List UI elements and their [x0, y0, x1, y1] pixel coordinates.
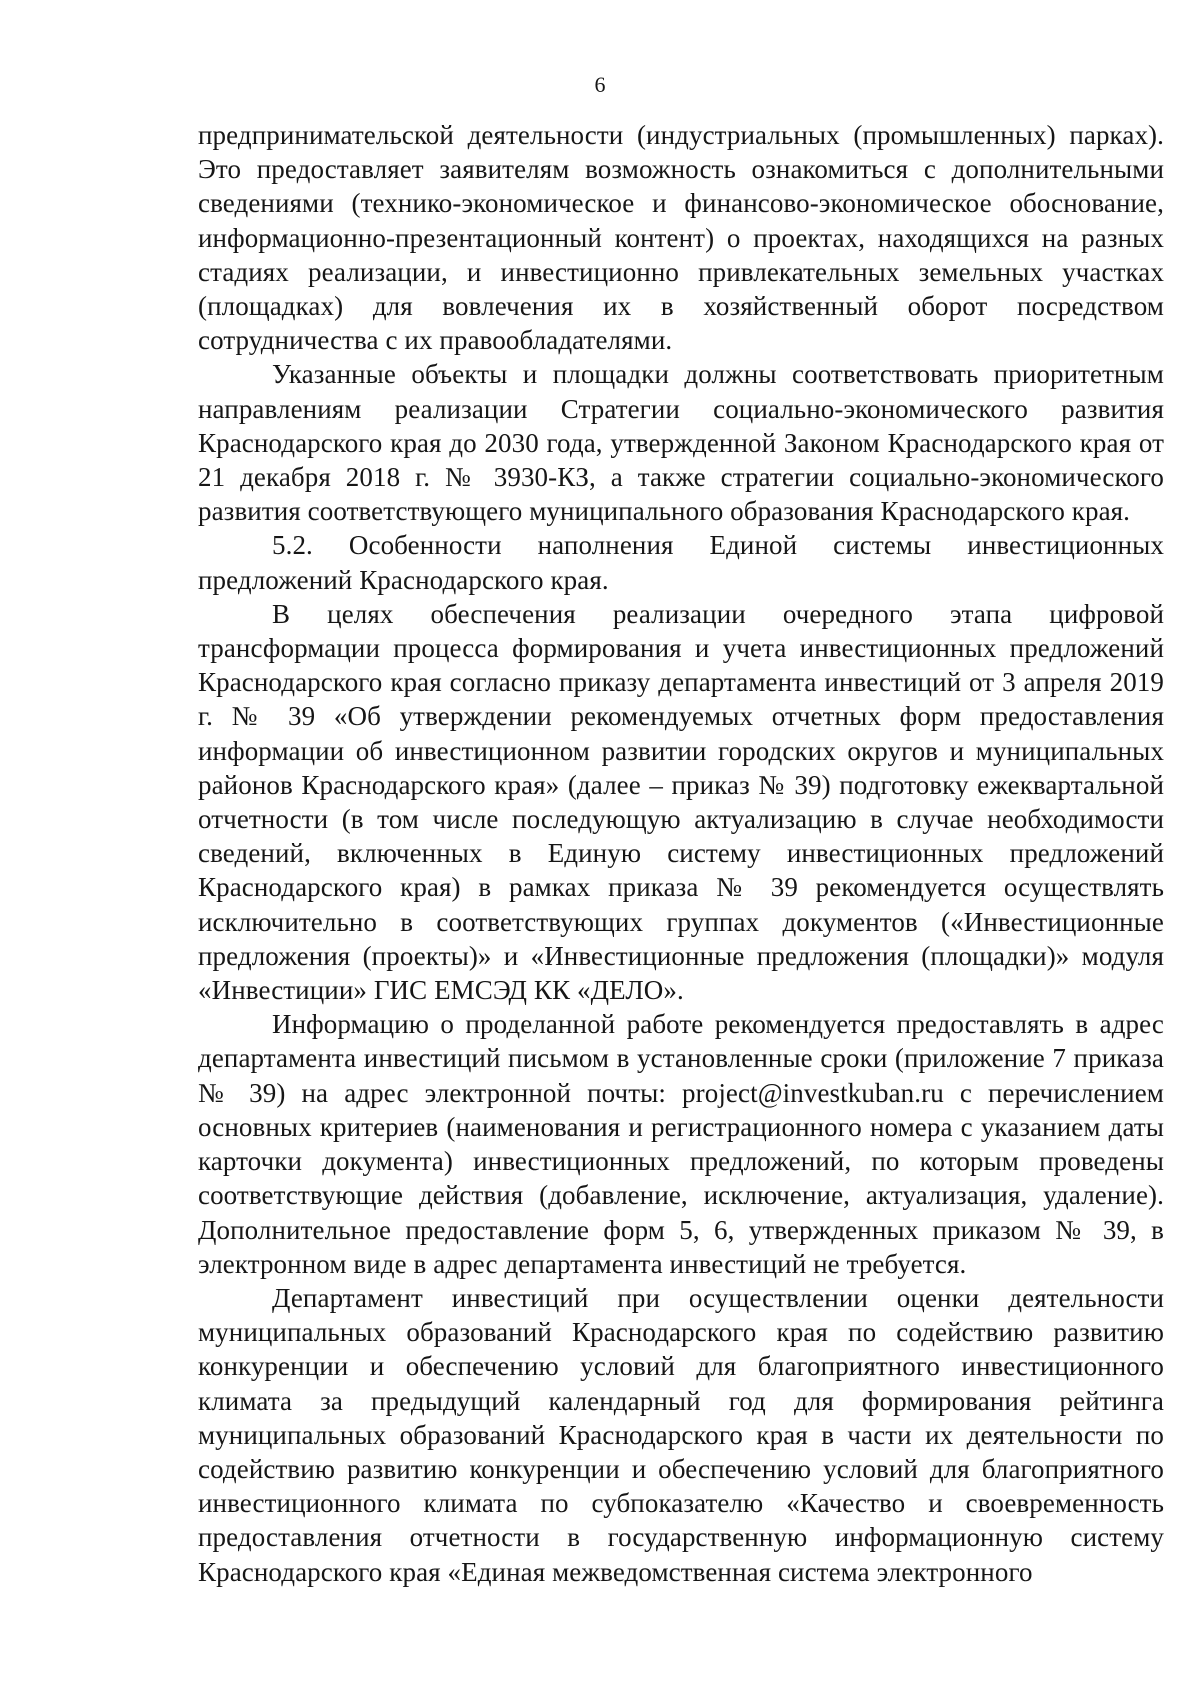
paragraph-2: Указанные объекты и площадки должны соответствовать приоритетным направлениям реализации Стратегии социально-экономического развития Краснодарского края до 2030 года, утвержденной Законом Краснодарского края от 21 декабря 2018 г. № 3930-КЗ, а также стратегии социально-экономического развития соответствующего муниципального образования Краснодарского края. — [198, 359, 1164, 527]
document-body — [198, 118, 1164, 1589]
page-number: 6 — [594, 72, 606, 97]
paragraph-4: Информацию о проделанной работе рекомендуется предоставлять в адрес департамента инвестиций письмом в установленные сроки (приложение 7 приказа № 39) на адрес электронной почты: project@investkuban.ru с перечислением основных критериев (наименования и регистрационного номера с указанием даты карточки документа) инвестиционных предложений, по которым проведены соответствующие действия (добавление, исключение, актуализация, удаление). Дополнительное предоставление форм 5, 6, утвержденных приказом № 39, в электронном виде в адрес департамента инвестиций не требуется. — [198, 1009, 1164, 1279]
section-heading-5-2: 5.2. Особенности наполнения Единой системы инвестиционных предложений Краснодарского края. — [198, 530, 1164, 595]
paragraph-1: предпринимательской деятельности (индустриальных (промышленных) парках). Это предоставляет заявителям возможность ознакомиться с дополнительными сведениями (технико-экономическое и финансово-экономическое обоснование, информационно-презентационный контент) о проектах, находящихся на разных стадиях реализации, и инвестиционно привлекательных земельных участках (площадках) для вовлечения их в хозяйственный оборот посредством сотрудничества с их правообладателями. — [198, 120, 1164, 356]
paragraph-5: Департамент инвестиций при осуществлении оценки деятельности муниципальных образований Краснодарского края по содействию развитию конкуренции и обеспечению условий для благоприятного инвестиционного климата за предыдущий календарный год для формирования рейтинга муниципальных образований Краснодарского края в части их деятельности по содействию развитию конкуренции и обеспечению условий для благоприятного инвестиционного климата по субпоказателю «Качество и своевременность предоставления отчетности в государственную информационную систему Краснодарского края «Единая межведомственная система электронного — [198, 1282, 1164, 1587]
paragraph-3: В целях обеспечения реализации очередного этапа цифровой трансформации процесса формирования и учета инвестиционных предложений Краснодарского края согласно приказу департамента инвестиций от 3 апреля 2019 г. № 39 «Об утверждении рекомендуемых отчетных форм предоставления информации об инвестиционном развитии городских округов и муниципальных районов Краснодарского края» (далее – приказ № 39) подготовку ежеквартальной отчетности (в том числе последующую актуализацию в случае необходимости сведений, включенных в Единую систему инвестиционных предложений Краснодарского края) в рамках приказа № 39 рекомендуется осуществлять исключительно в соответствующих группах документов («Инвестиционные предложения (проекты)» и «Инвестиционные предложения (площадки)» модуля «Инвестиции» ГИС ЕМСЭД КК «ДЕЛО». — [198, 598, 1164, 1006]
